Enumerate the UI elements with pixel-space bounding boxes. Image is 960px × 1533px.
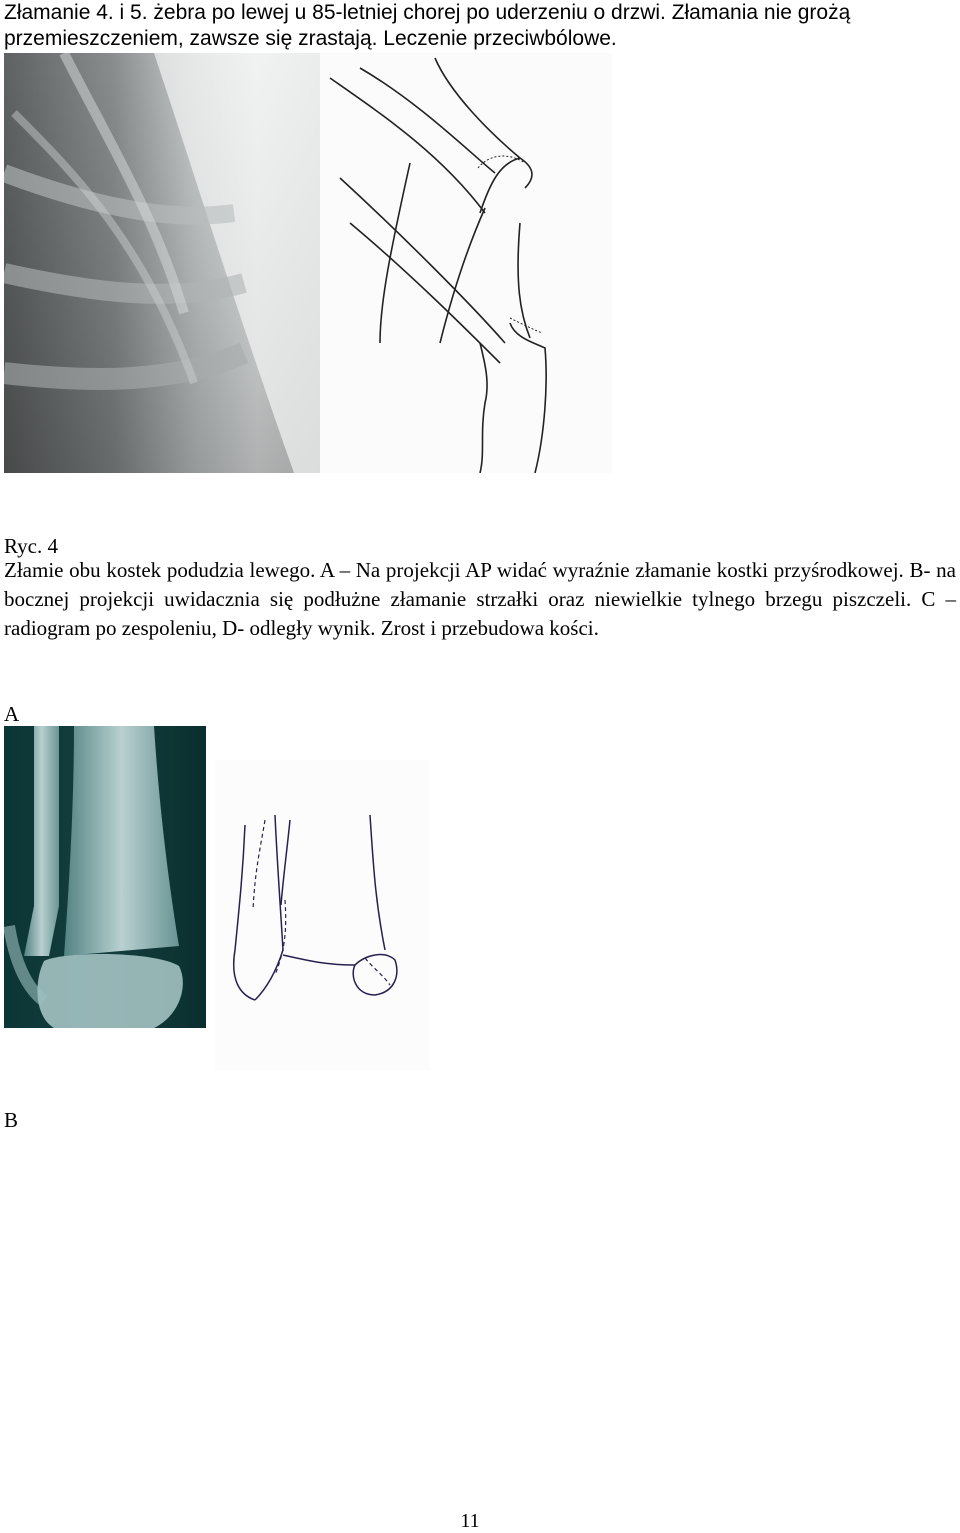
figure-label: Ryc. 4 <box>4 534 58 558</box>
figure-caption: Złamie obu kostek podudzia lewego. A – Na projekcji AP widać wyraźnie złamanie kostki przyśrodkowej. B- na bocznej projekcji uwidacznia się podłużne złamanie strzałki oraz niewielkie tylnego brzegu piszczeli. C –radiogram po zespoleniu, D- odległy wynik. Zrost i przebudowa kości. <box>4 558 956 640</box>
intro-paragraph <box>4 0 956 52</box>
intro-line-2: przemieszczeniem, zawsze się zrastają. Leczenie przeciwbólowe. <box>4 27 617 50</box>
panel-label-a: A <box>4 702 20 726</box>
ankle-fracture-drawing <box>215 760 430 1070</box>
rib-xray-image <box>4 53 320 473</box>
panel-label-b: B <box>4 1108 19 1132</box>
ankle-xray-image <box>4 726 206 1028</box>
intro-line-1: Złamanie 4. i 5. żebra po lewej u 85-letniej chorej po uderzeniu o drzwi. Złamania nie grożą <box>4 1 851 24</box>
page-number: 11 <box>460 1510 480 1532</box>
rib-fracture-drawing <box>320 53 612 473</box>
